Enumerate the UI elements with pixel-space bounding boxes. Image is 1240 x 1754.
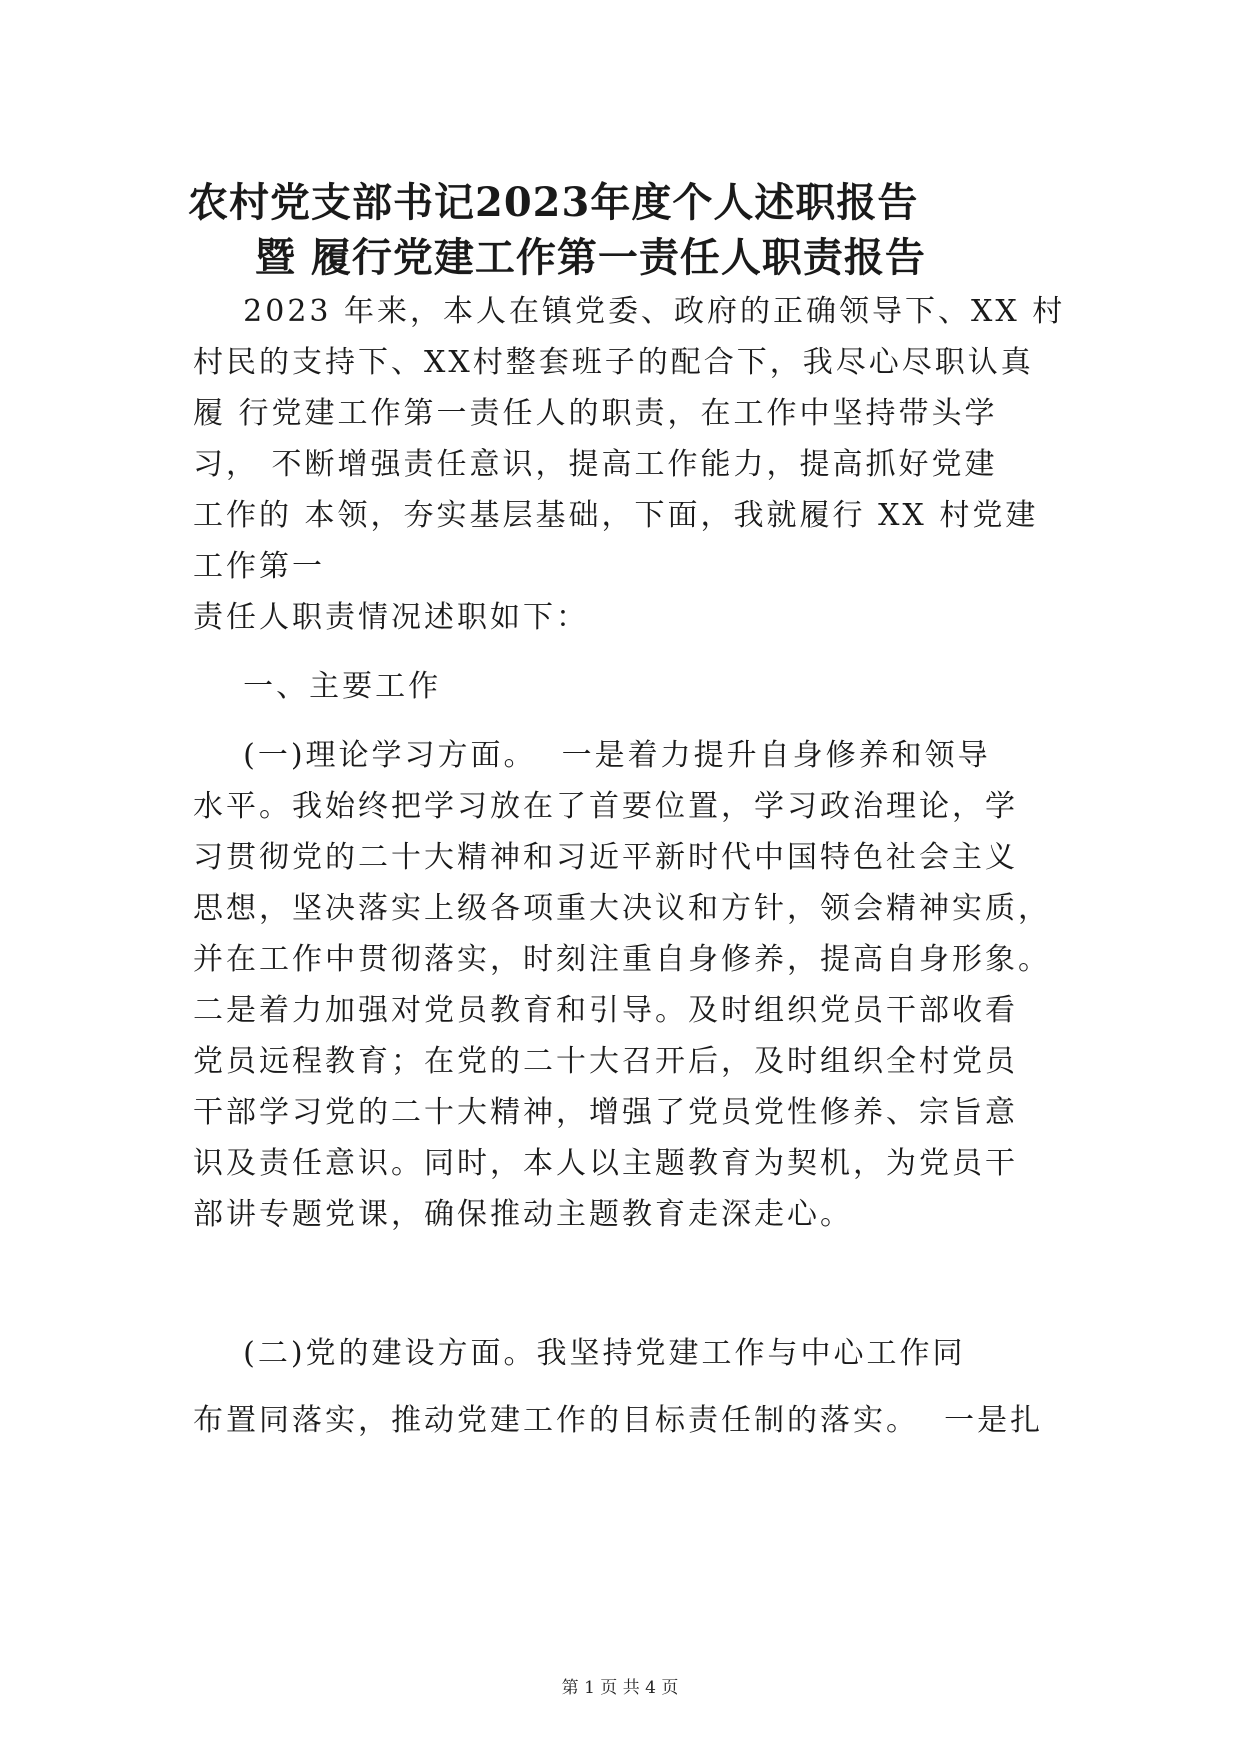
body-line: 思想，坚决落实上级各项重大决议和方针，领会精神实质， — [193, 891, 1051, 926]
page-footer: 第 1 页 共 4 页 — [561, 1678, 679, 1698]
body-line: 二是着力加强对党员教育和引导。及时组织党员干部收看 — [193, 993, 1018, 1028]
body-line: 2023 年来，本人在镇党委、政府的正确领导下、XX 村 — [193, 294, 1066, 329]
body-line: 干部学习党的二十大精神，增强了党员党性修养、宗旨意 — [193, 1095, 1018, 1130]
body-line: 责任人职责情况述职如下： — [193, 600, 589, 635]
document-title-line-2: 暨 履行党建工作第一责任人职责报告 — [255, 234, 926, 281]
body-line: 布置同落实，推动党建工作的目标责任制的落实。 一是扎 — [193, 1403, 1044, 1438]
section-heading: 一、主要工作 — [193, 669, 442, 704]
body-line: 并在工作中贯彻落实，时刻注重自身修养，提高自身形象。 — [193, 942, 1051, 977]
body-line: 履 行党建工作第一责任人的职责，在工作中坚持带头学 — [193, 396, 998, 431]
body-line: 工作的 本领，夯实基层基础，下面，我就履行 XX 村党建 — [193, 498, 1039, 533]
body-line: 习， 不断增强责任意识，提高工作能力，提高抓好党建 — [193, 447, 998, 482]
body-line: 党员远程教育；在党的二十大召开后，及时组织全村党员 — [193, 1044, 1018, 1079]
body-line: 水平。我始终把学习放在了首要位置，学习政治理论，学 — [193, 789, 1018, 824]
body-line: 识及责任意识。同时，本人以主题教育为契机，为党员干 — [193, 1146, 1018, 1181]
body-line: (二)党的建设方面。我坚持党建工作与中心工作同 — [193, 1336, 966, 1371]
body-line: 习贯彻党的二十大精神和习近平新时代中国特色社会主义 — [193, 840, 1018, 875]
body-line: 部讲专题党课，确保推动主题教育走深走心。 — [193, 1197, 853, 1232]
body-line: (一)理论学习方面。 一是着力提升自身修养和领导 — [193, 738, 991, 773]
body-line: 村民的支持下、XX村整套班子的配合下，我尽心尽职认真 — [193, 345, 1034, 380]
document-title-line-1: 农村党支部书记2023年度个人述职报告 — [188, 179, 919, 226]
body-line: 工作第一 — [193, 549, 325, 584]
